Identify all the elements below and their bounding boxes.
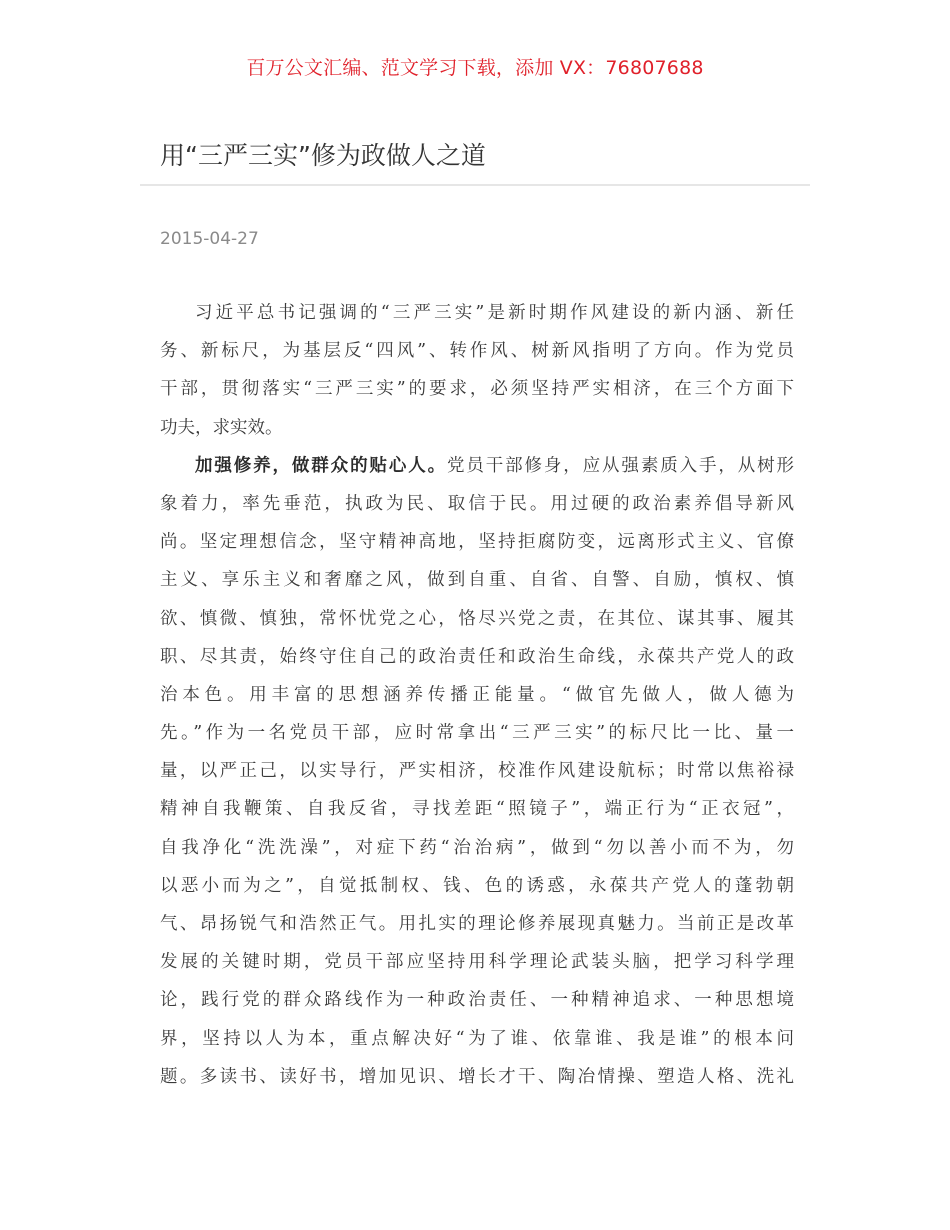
paragraph-line: 论，践行党的群众路线作为一种政治责任、一种精神追求、一种思想境 bbox=[160, 990, 794, 1011]
section-heading: 加强修养，做群众的贴心人。 bbox=[195, 455, 447, 476]
article-title: 用“三严三实”修为政做人之道 bbox=[160, 141, 486, 170]
paragraph-line: 治本色。用丰富的思想涵养传播正能量。“做官先做人，做人德为 bbox=[160, 684, 794, 705]
paragraph-line: 自我净化“洗洗澡”，对症下药“治治病”，做到“勿以善小而不为，勿 bbox=[160, 837, 794, 858]
paragraph-intro bbox=[160, 294, 794, 447]
paragraph-text: 党员干部修身，应从强素质入手，从树形 bbox=[446, 455, 794, 476]
paragraph-line: 量，以严正己，以实导行，严实相济，校准作风建设航标；时常以焦裕禄 bbox=[160, 761, 794, 782]
paragraph-line: 尚。坚定理想信念，坚守精神高地，坚持拒腐防变，远离形式主义、官僚 bbox=[160, 532, 794, 553]
download-banner: 百万公文汇编、范文学习下载，添加 VX：76807688 bbox=[246, 57, 704, 79]
paragraph-line: 干部，贯彻落实“三严三实”的要求，必须坚持严实相济，在三个方面下 bbox=[160, 379, 794, 400]
paragraph-line: 主义、享乐主义和奢靡之风，做到自重、自省、自警、自励，慎权、慎 bbox=[160, 570, 794, 591]
paragraph-line: 功夫，求实效。 bbox=[160, 417, 283, 438]
paragraph-cultivation bbox=[160, 447, 794, 1096]
paragraph-line: 务、新标尺，为基层反“四风”、转作风、树新风指明了方向。作为党员 bbox=[160, 341, 794, 362]
paragraph-line: 精神自我鞭策、自我反省，寻找差距“照镜子”，端正行为“正衣冠”， bbox=[160, 799, 794, 820]
paragraph-line: 先。”作为一名党员干部，应时常拿出“三严三实”的标尺比一比、量一 bbox=[160, 723, 794, 744]
paragraph-line: 象着力，率先垂范，执政为民、取信于民。用过硬的政治素养倡导新风 bbox=[160, 493, 794, 514]
publish-date: 2015-04-27 bbox=[160, 229, 259, 249]
paragraph-line: 习近平总书记强调的“三严三实”是新时期作风建设的新内涵、新任 bbox=[195, 303, 794, 323]
paragraph-line: 以恶小而为之”，自觉抵制权、钱、色的诱惑，永葆共产党人的蓬勃朝 bbox=[160, 875, 794, 896]
paragraph-line: 职、尽其责，始终守住自己的政治责任和政治生命线，永葆共产党人的政 bbox=[160, 646, 794, 667]
title-divider bbox=[140, 184, 810, 186]
paragraph-line: 发展的关键时期，党员干部应坚持用科学理论武装头脑，把学习科学理 bbox=[160, 952, 794, 973]
paragraph-line: 气、昂扬锐气和浩然正气。用扎实的理论修养展现真魅力。当前正是改革 bbox=[160, 914, 794, 934]
paragraph-line: 欲、慎微、慎独，常怀忧党之心，恪尽兴党之责，在其位、谋其事、履其 bbox=[160, 608, 794, 629]
paragraph-line bbox=[160, 447, 794, 485]
article-body bbox=[160, 294, 794, 1096]
paragraph-line: 题。多读书、读好书，增加见识、增长才干、陶冶情操、塑造人格、洗礼 bbox=[160, 1066, 794, 1087]
paragraph-line: 界，坚持以人为本，重点解决好“为了谁、依靠谁、我是谁”的根本问 bbox=[160, 1028, 794, 1049]
